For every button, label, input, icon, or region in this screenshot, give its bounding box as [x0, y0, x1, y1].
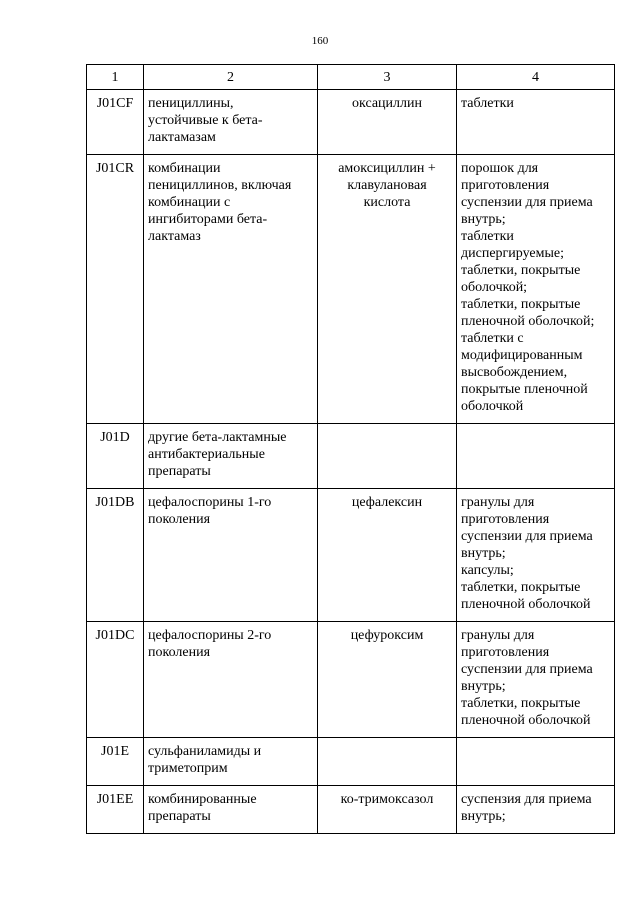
dosage-form-line: таблетки с: [461, 331, 524, 346]
dosage-form-line: гранулы для: [461, 495, 535, 510]
pharmacological-group-line: препараты: [148, 809, 211, 824]
atc-code-cell: J01DC: [87, 622, 144, 738]
drug-name-line: амоксициллин +: [338, 161, 436, 176]
pharmacological-group-line: комбинации: [148, 161, 221, 176]
dosage-form-line: оболочкой;: [461, 280, 528, 295]
pharmacological-group-line: другие бета-лактамные: [148, 430, 287, 445]
atc-code-cell: J01D: [87, 424, 144, 489]
dosage-form-line: покрытые пленочной: [461, 382, 588, 397]
pharmacological-group-line: комбинации с: [148, 195, 231, 210]
atc-code-cell: J01E: [87, 738, 144, 786]
column-header: 4: [457, 65, 615, 90]
table-row: [87, 489, 615, 622]
dosage-form-line: оболочкой: [461, 399, 524, 414]
pharmacological-group-line: устойчивые к бета-: [148, 113, 263, 128]
pharmacological-group-line: сульфаниламиды и: [148, 744, 262, 759]
dosage-form-cell: [457, 90, 615, 155]
dosage-form-line: пленочной оболочкой: [461, 713, 591, 728]
drug-name-line: клавулановая: [347, 178, 427, 193]
dosage-form-line: внутрь;: [461, 809, 506, 824]
drug-name-cell: [318, 738, 457, 786]
dosage-form-line: приготовления: [461, 178, 550, 193]
dosage-form-line: суспензии для приема: [461, 529, 593, 544]
drug-name-line: оксациллин: [352, 96, 422, 111]
pharmacological-group-line: ингибиторами бета-: [148, 212, 268, 227]
drug-table: [86, 64, 615, 834]
dosage-form-cell: [457, 489, 615, 622]
dosage-form-line: пленочной оболочкой;: [461, 314, 595, 329]
dosage-form-cell: [457, 786, 615, 834]
drug-name-cell: [318, 90, 457, 155]
pharmacological-group-line: лактамаз: [148, 229, 201, 244]
pharmacological-group-cell: [144, 424, 318, 489]
pharmacological-group-line: комбинированные: [148, 792, 257, 807]
drug-name-line: цефуроксим: [350, 628, 424, 643]
dosage-form-cell: [457, 155, 615, 424]
column-header: 2: [144, 65, 318, 90]
dosage-form-line: суспензии для приема: [461, 662, 593, 677]
dosage-form-line: порошок для: [461, 161, 539, 176]
drug-name-cell: [318, 622, 457, 738]
atc-code-cell: J01CF: [87, 90, 144, 155]
pharmacological-group-line: пенициллины,: [148, 96, 234, 111]
pharmacological-group-cell: [144, 155, 318, 424]
pharmacological-group-line: препараты: [148, 464, 211, 479]
dosage-form-line: приготовления: [461, 512, 550, 527]
dosage-form-line: внутрь;: [461, 546, 506, 561]
dosage-form-cell: [457, 424, 615, 489]
table-row: [87, 738, 615, 786]
dosage-form-cell: [457, 738, 615, 786]
table-row: [87, 424, 615, 489]
table-row: [87, 155, 615, 424]
atc-code-cell: J01DB: [87, 489, 144, 622]
drug-name-cell: [318, 155, 457, 424]
page-number: 160: [311, 35, 329, 47]
pharmacological-group-line: лактамазам: [148, 130, 216, 145]
drug-name-line: кислота: [363, 195, 411, 210]
table-row: [87, 786, 615, 834]
column-header: 3: [318, 65, 457, 90]
dosage-form-line: внутрь;: [461, 212, 506, 227]
drug-name-cell: [318, 489, 457, 622]
pharmacological-group-cell: [144, 738, 318, 786]
pharmacological-group-line: цефалоспорины 2-го: [148, 628, 272, 643]
pharmacological-group-cell: [144, 786, 318, 834]
dosage-form-line: таблетки, покрытые: [461, 580, 581, 595]
pharmacological-group-line: поколения: [148, 645, 211, 660]
table-row: [87, 622, 615, 738]
drug-name-cell: [318, 424, 457, 489]
dosage-form-line: приготовления: [461, 645, 550, 660]
column-header: 1: [87, 65, 144, 90]
table-row: [87, 90, 615, 155]
drug-name-line: цефалексин: [351, 495, 423, 510]
dosage-form-line: суспензии для приема: [461, 195, 593, 210]
dosage-form-line: таблетки, покрытые: [461, 297, 581, 312]
dosage-form-line: капсулы;: [461, 563, 514, 578]
pharmacological-group-cell: [144, 622, 318, 738]
pharmacological-group-line: триметоприм: [148, 761, 228, 776]
pharmacological-group-cell: [144, 90, 318, 155]
pharmacological-group-cell: [144, 489, 318, 622]
dosage-form-line: таблетки: [461, 229, 514, 244]
drug-name-cell: [318, 786, 457, 834]
header-row: [87, 65, 615, 90]
dosage-form-line: высвобождением,: [461, 365, 568, 380]
dosage-form-line: таблетки, покрытые: [461, 696, 581, 711]
dosage-form-cell: [457, 622, 615, 738]
pharmacological-group-line: антибактериальные: [148, 447, 265, 462]
dosage-form-line: суспензия для приема: [461, 792, 592, 807]
dosage-form-line: таблетки: [461, 96, 514, 111]
atc-code-cell: J01EE: [87, 786, 144, 834]
dosage-form-line: модифицированным: [461, 348, 583, 363]
pharmacological-group-line: пенициллинов, включая: [148, 178, 292, 193]
table-body: [87, 90, 615, 834]
atc-code-cell: J01CR: [87, 155, 144, 424]
pharmacological-group-line: цефалоспорины 1-го: [148, 495, 272, 510]
dosage-form-line: пленочной оболочкой: [461, 597, 591, 612]
dosage-form-line: гранулы для: [461, 628, 535, 643]
dosage-form-line: диспергируемые;: [461, 246, 564, 261]
pharmacological-group-line: поколения: [148, 512, 211, 527]
dosage-form-line: таблетки, покрытые: [461, 263, 581, 278]
dosage-form-line: внутрь;: [461, 679, 506, 694]
drug-name-line: ко-тримоксазол: [340, 792, 434, 807]
